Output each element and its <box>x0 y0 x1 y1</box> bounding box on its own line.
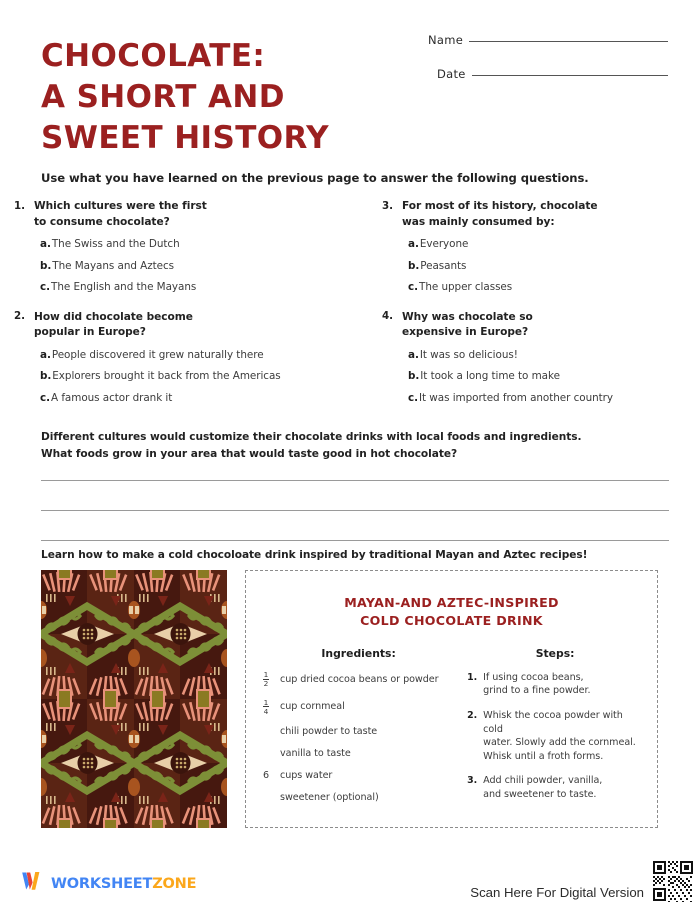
question-2-head <box>14 310 344 341</box>
ingredient-item <box>256 699 461 716</box>
question-3 <box>382 199 692 293</box>
brand-worksheet: WORKSHEET <box>51 875 153 892</box>
fraction-denominator: 4 <box>263 706 269 716</box>
ingredient-amount <box>256 699 276 716</box>
question-1-text-line-2: to consume chocolate? <box>34 215 170 228</box>
ingredient-item <box>256 748 461 759</box>
question-1-answer-c[interactable] <box>40 282 344 292</box>
step-line: Whisk the cocoa powder with cold <box>483 709 623 735</box>
answer-letter: c. <box>408 391 419 404</box>
question-3-head <box>382 199 692 230</box>
answer-line-2[interactable] <box>41 510 669 511</box>
date-label: Date <box>437 67 466 81</box>
name-input-line[interactable] <box>469 40 668 42</box>
question-1-text <box>34 199 207 230</box>
steps-heading: Steps: <box>535 646 575 660</box>
step-line: Add chili powder, vanilla, <box>483 775 603 787</box>
answer-letter: b. <box>408 370 420 383</box>
ingredients-column <box>256 647 461 815</box>
answer-text: The upper classes <box>419 281 513 294</box>
name-label: Name <box>428 33 464 47</box>
answer-letter: b. <box>40 370 52 383</box>
step-number: 3. <box>467 775 478 787</box>
question-3-text-line-2: was mainly consumed by: <box>402 215 555 228</box>
question-4-text-line-1: Why was chocolate so <box>402 310 533 323</box>
scan-text: Scan Here For Digital Version <box>470 885 644 900</box>
title-line-1: CHOCOLATE: <box>41 38 266 74</box>
answer-text: The Mayans and Aztecs <box>52 259 175 272</box>
step-number: 1. <box>467 671 478 683</box>
answer-letter: a. <box>40 348 51 361</box>
recipe-title-line-2: COLD CHOCOLATE DRINK <box>360 612 543 628</box>
answer-letter: a. <box>408 348 419 361</box>
title-line-2: A SHORT AND <box>41 78 285 115</box>
date-field-row <box>428 67 668 81</box>
answer-text: It was so delicious! <box>419 348 518 361</box>
recipe-title-line-1: MAYAN-AND AZTEC-INSPIRED <box>344 595 559 610</box>
recipe-columns <box>246 647 657 815</box>
name-date-block <box>428 33 668 101</box>
questions-column-right <box>382 199 692 420</box>
question-3-answers <box>382 239 692 292</box>
answer-text: Peasants <box>420 259 467 272</box>
fraction <box>263 671 270 688</box>
step-line: and sweetener to taste. <box>483 789 597 801</box>
title-line-3: SWEET HISTORY <box>41 119 329 156</box>
writing-prompt <box>41 429 671 463</box>
step-line: Whisk until a froth forms. <box>483 750 604 762</box>
ingredient-item <box>256 726 461 737</box>
question-4-number: 4. <box>382 310 394 323</box>
prompt-line-2: What foods grow in your area that would taste good in hot chocolate? <box>41 448 458 461</box>
ingredient-amount <box>256 671 276 688</box>
step-line: If using cocoa beans, <box>483 671 584 683</box>
answer-letter: a. <box>40 238 51 251</box>
fraction-numerator: 1 <box>263 697 269 707</box>
ingredient-name: sweetener (optional) <box>280 792 379 804</box>
date-input-line[interactable] <box>472 74 668 76</box>
question-3-text <box>402 199 597 230</box>
aztec-pattern-image <box>41 570 227 828</box>
answer-letter: c. <box>40 391 51 404</box>
answer-text: Explorers brought it back from the Americas <box>52 370 281 383</box>
answer-letter: c. <box>408 281 419 294</box>
answer-line-1[interactable] <box>41 480 669 481</box>
recipe-intro-text: Learn how to make a cold chocoloate drink inspired by traditional Mayan and Aztec recipes! <box>41 549 588 561</box>
step-item <box>467 774 643 801</box>
step-text <box>483 671 590 698</box>
question-3-text-line-1: For most of its history, chocolate <box>402 200 598 212</box>
page-footer <box>0 858 700 906</box>
ingredient-name: cup cornmeal <box>280 701 345 713</box>
answer-text: It took a long time to make <box>420 370 560 383</box>
page-header <box>0 0 700 165</box>
step-number: 2. <box>467 709 478 721</box>
question-2-number: 2. <box>14 310 26 323</box>
answer-letter: a. <box>408 238 419 251</box>
answer-text: People discovered it grew naturally there <box>51 348 264 361</box>
answer-letter: b. <box>40 259 52 272</box>
question-3-number: 3. <box>382 199 394 212</box>
question-2 <box>14 310 344 404</box>
question-1-text-line-1: Which cultures were the first <box>34 200 207 212</box>
ingredient-item <box>256 792 461 803</box>
answer-letter: b. <box>408 259 420 272</box>
page-title <box>41 36 421 159</box>
answer-line-3[interactable] <box>41 540 669 541</box>
answer-text: A famous actor drank it <box>51 391 173 404</box>
question-2-answer-c[interactable] <box>40 393 344 403</box>
question-4-head <box>382 310 692 341</box>
brand-zone: ZONE <box>152 875 197 892</box>
answer-text: The English and the Mayans <box>51 281 197 294</box>
answer-letter: c. <box>40 281 51 294</box>
step-text <box>483 709 643 763</box>
question-4-answer-a[interactable] <box>408 350 692 360</box>
w-logo-icon <box>20 870 44 897</box>
question-3-answer-a[interactable] <box>408 239 692 249</box>
question-2-text-line-1: How did chocolate become <box>34 310 193 323</box>
ingredient-item <box>256 770 461 781</box>
question-4-answer-c[interactable] <box>408 393 692 403</box>
question-4-text <box>402 310 533 341</box>
brand-wordmark <box>51 876 196 892</box>
question-2-answer-b[interactable] <box>40 371 344 381</box>
question-4 <box>382 310 692 404</box>
fraction-denominator: 2 <box>263 679 269 689</box>
ingredient-name: vanilla to taste <box>280 748 351 760</box>
question-3-answer-b[interactable] <box>408 261 692 271</box>
question-1-answers <box>14 239 344 292</box>
question-2-text <box>34 310 193 341</box>
step-item <box>467 671 643 698</box>
ingredient-name: cups water <box>280 770 333 782</box>
question-2-answers <box>14 350 344 403</box>
ingredient-amount: 6 <box>262 770 270 782</box>
question-2-text-line-2: popular in Europe? <box>34 326 146 339</box>
ingredient-item <box>256 671 461 688</box>
recipe-title <box>246 594 657 630</box>
answer-text: Everyone <box>419 238 469 251</box>
step-item <box>467 709 643 763</box>
fraction <box>263 699 270 716</box>
ingredients-heading: Ingredients: <box>321 646 396 660</box>
questions-section <box>0 199 700 409</box>
answer-text: The Swiss and the Dutch <box>51 238 180 251</box>
question-3-answer-c[interactable] <box>408 282 692 292</box>
question-1 <box>14 199 344 293</box>
question-1-answer-a[interactable] <box>40 239 344 249</box>
question-4-answer-b[interactable] <box>408 371 692 381</box>
step-line: grind to a fine powder. <box>483 685 591 697</box>
ingredient-name: chili powder to taste <box>280 726 378 738</box>
question-1-number: 1. <box>14 199 26 212</box>
qr-code-icon[interactable] <box>650 858 696 904</box>
answer-text: It was imported from another country <box>419 391 613 404</box>
step-text <box>483 774 602 801</box>
steps-column <box>461 647 643 815</box>
worksheet-zone-logo[interactable] <box>20 870 196 897</box>
recipe-card <box>245 570 658 828</box>
prompt-line-1: Different cultures would customize their chocolate drinks with local foods and ingredients. <box>41 431 582 443</box>
questions-column-left <box>14 199 344 420</box>
ingredient-name: cup dried cocoa beans or powder <box>280 673 439 685</box>
name-field-row <box>428 33 668 47</box>
question-4-text-line-2: expensive in Europe? <box>402 326 529 339</box>
question-1-answer-b[interactable] <box>40 261 344 271</box>
question-2-answer-a[interactable] <box>40 350 344 360</box>
question-1-head <box>14 199 344 230</box>
instruction-text: Use what you have learned on the previous page to answer the following questions. <box>41 171 589 185</box>
step-line: water. Slowly add the cornmeal. <box>483 737 636 749</box>
question-4-answers <box>382 350 692 403</box>
fraction-numerator: 1 <box>263 669 269 679</box>
